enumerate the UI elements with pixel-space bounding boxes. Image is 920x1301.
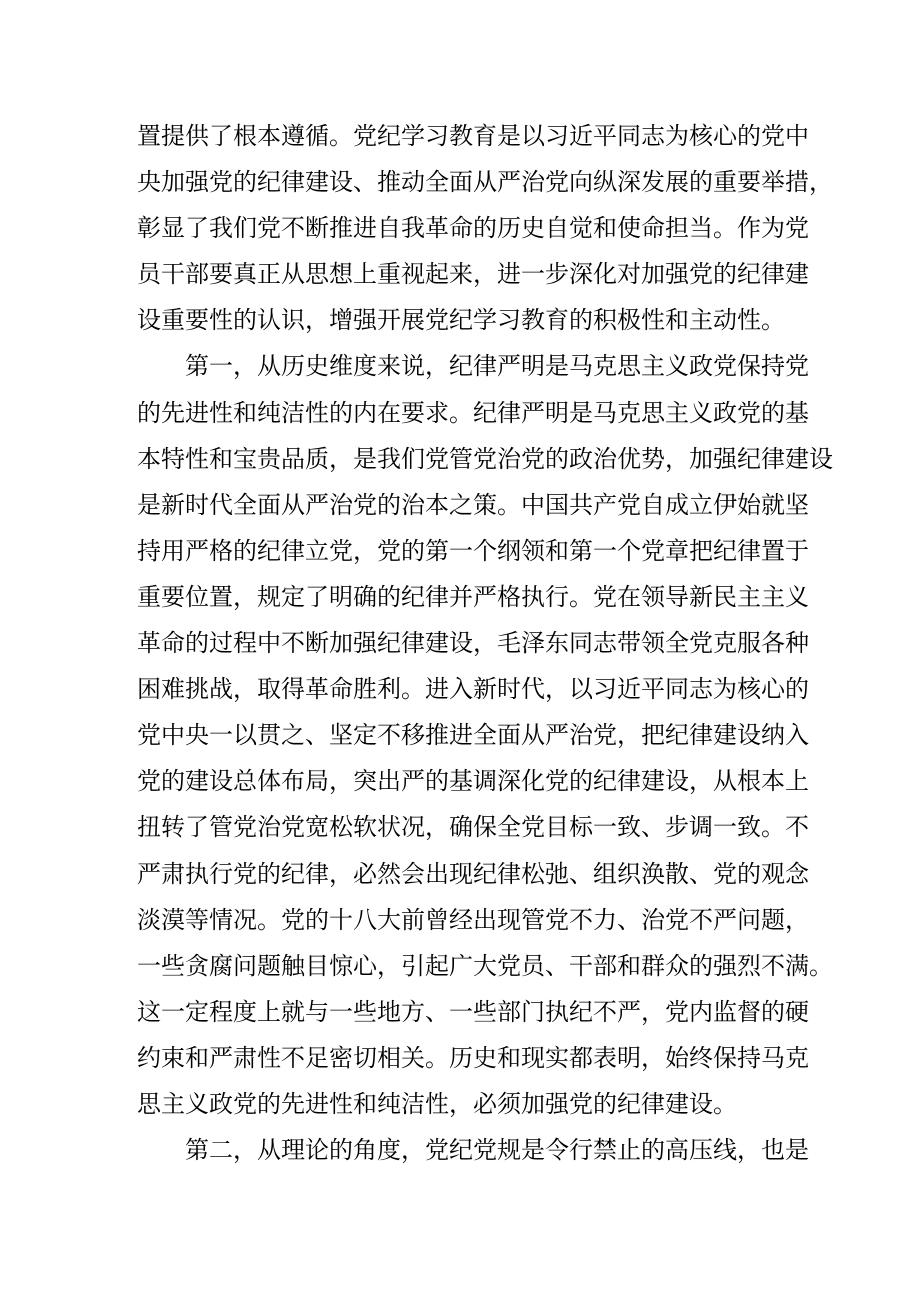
text-line: 这一定程度上就与一些地方、一些部门执纪不严，党内监督的硬 bbox=[137, 997, 809, 1026]
text-line: 设重要性的认识，增强开展党纪学习教育的积极性和主动性。 bbox=[137, 306, 785, 335]
text-line: 扭转了管党治党宽松软状况，确保全党目标一致、步调一致。不 bbox=[137, 813, 809, 842]
text-line: 员干部要真正从思想上重视起来，进一步深化对加强党的纪律建 bbox=[137, 260, 809, 289]
text-line: 彰显了我们党不断推进自我革命的历史自觉和使命担当。作为党 bbox=[137, 214, 809, 243]
text-line: 重要位置，规定了明确的纪律并严格执行。党在领导新民主主义 bbox=[137, 582, 809, 611]
text-line: 约束和严肃性不足密切相关。历史和现实都表明，始终保持马克 bbox=[137, 1043, 809, 1072]
text-line: 一些贪腐问题触目惊心，引起广大党员、干部和群众的强烈不满。 bbox=[137, 951, 833, 980]
text-line: 的先进性和纯洁性的内在要求。纪律严明是马克思主义政党的基 bbox=[137, 398, 809, 427]
document-body bbox=[137, 113, 833, 1173]
text-line: 淡漠等情况。党的十八大前曾经出现管党不力、治党不严问题， bbox=[137, 905, 809, 934]
text-line: 置提供了根本遵循。党纪学习教育是以习近平同志为核心的党中 bbox=[137, 122, 809, 150]
text-line: 党的建设总体布局，突出严的基调深化党的纪律建设，从根本上 bbox=[137, 767, 809, 796]
text-line: 央加强党的纪律建设、推动全面从严治党向纵深发展的重要举措， bbox=[137, 168, 833, 197]
text-line: 严肃执行党的纪律，必然会出现纪律松弛、组织涣散、党的观念 bbox=[137, 859, 809, 888]
text-line: 是新时代全面从严治党的治本之策。中国共产党自成立伊始就坚 bbox=[137, 490, 809, 519]
text-line: 本特性和宝贵品质，是我们党管党治党的政治优势，加强纪律建设 bbox=[137, 444, 833, 473]
paragraph-first-line: 第二，从理论的角度，党纪党规是令行禁止的高压线，也是 bbox=[185, 1136, 809, 1165]
text-line: 思主义政党的先进性和纯洁性，必须加强党的纪律建设。 bbox=[137, 1089, 737, 1118]
text-line: 革命的过程中不断加强纪律建设，毛泽东同志带领全党克服各种 bbox=[137, 629, 809, 658]
text-line: 持用严格的纪律立党，党的第一个纲领和第一个党章把纪律置于 bbox=[137, 536, 809, 565]
text-line: 困难挑战，取得革命胜利。进入新时代，以习近平同志为核心的 bbox=[137, 675, 809, 704]
paragraph-first-line: 第一，从历史维度来说，纪律严明是马克思主义政党保持党 bbox=[185, 352, 809, 381]
text-line: 党中央一以贯之、坚定不移推进全面从严治党，把纪律建设纳入 bbox=[137, 721, 809, 750]
